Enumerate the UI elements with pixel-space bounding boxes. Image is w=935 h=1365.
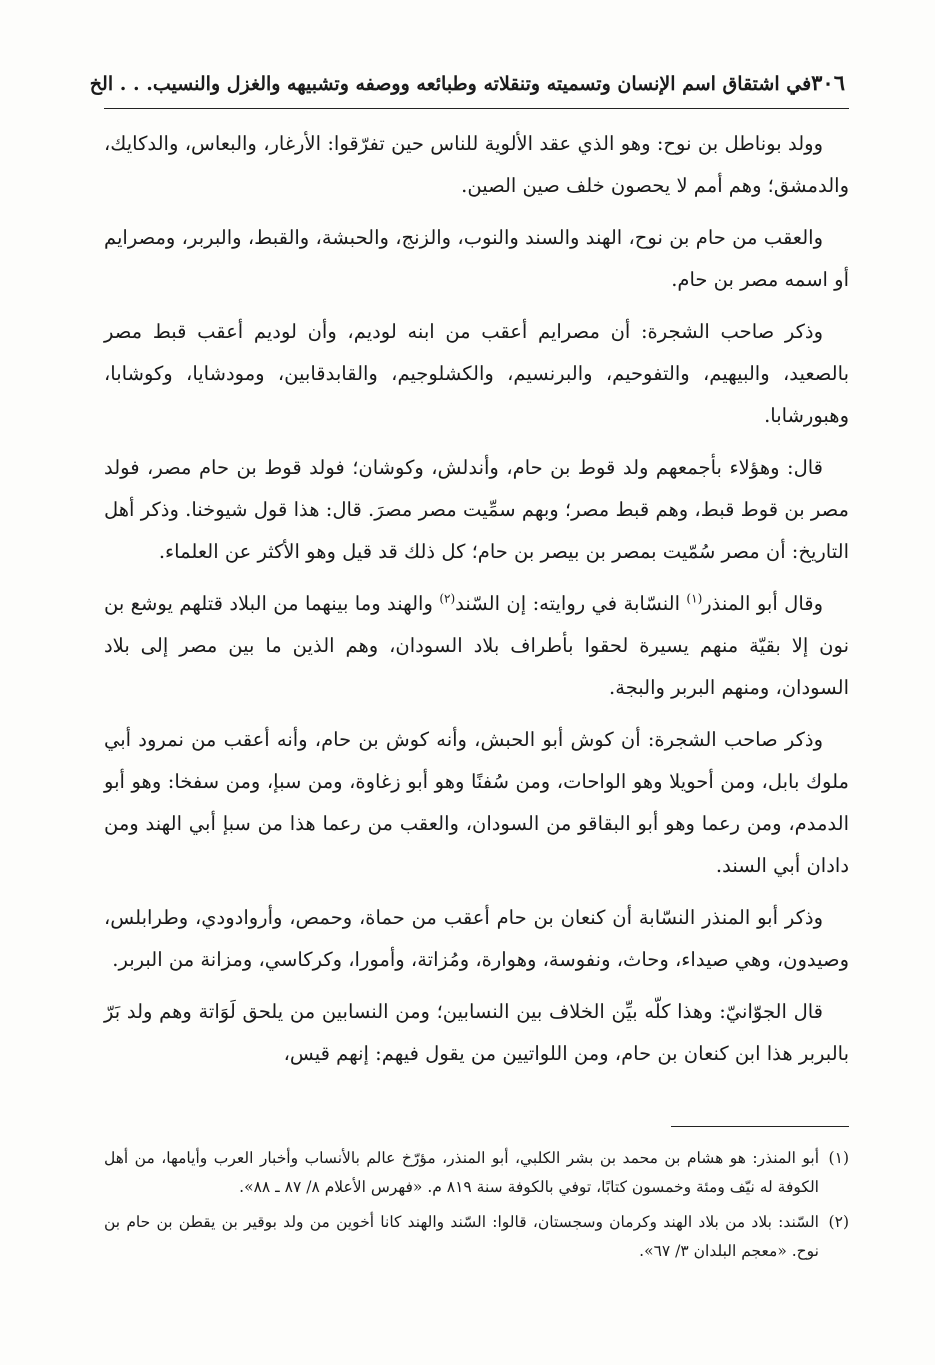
page-number: ٣٠٦ — [811, 70, 845, 95]
paragraph-with-refs — [104, 583, 849, 709]
paragraph-text: والهند وما بينهما من البلاد قتلهم يوشع بن نون إلا بقيّة منهم يسيرة لحقوا بأطراف بلاد السودان، وهم الذين ما بين مصر إلى بلاد السودان، ومنهم البربر والبجة. — [104, 592, 849, 699]
paragraph: وذكر أبو المنذر النسّابة أن كنعان بن حام أعقب من حماة، وحمص، وأروادودي، وطرابلس، وصيدون، وهي صيداء، وحاث، ونفوسة، وهوارة، ومُزاتة، وأمورا، وكركاسي، ومزانة من البربر. — [104, 906, 849, 971]
footnote-text: أبو المنذر: هو هشام بن محمد بن بشر الكلبي، أبو المنذر، مؤرّخ عالم بالأنساب وأخبار العرب وأيامها، من أهل الكوفة له نيّف ومئة وخمسون كتابًا، توفي بالكوفة سنة ٨١٩ م. «فهرس الأعلام ٨/ ٨٧ ـ ٨٨». — [104, 1149, 819, 1196]
page-body — [104, 123, 849, 1075]
footnote-number: (١) — [828, 1149, 849, 1167]
paragraph: قال الجوّانيّ: وهذا كلّه بيِّن الخلاف بين النسابين؛ ومن النسابين من يلحق لَوَاتة وهم ولد بَرّ بالبربر هذا ابن كنعان بن حام، ومن اللواتيين من يقول فيهم: إنهم قيس، — [104, 1000, 849, 1065]
footnote-text: السّند: بلاد من بلاد الهند وكرمان وسجستان، قالوا: السّند والهند كانا أخوين من ولد بوقير بن يقطن بن حام بن نوح. «معجم البلدان ٣/ ٦٧». — [104, 1213, 819, 1260]
footnote-number: (٢) — [828, 1213, 849, 1231]
footnote-divider — [671, 1126, 849, 1127]
footnote-ref: (١) — [686, 591, 703, 606]
paragraph: والعقب من حام بن نوح، الهند والسند والنوب، والزنج، والحبشة، والقبط، والبربر، ومصرايم أو اسمه مصر بن حام. — [104, 226, 849, 291]
paragraph: قال: وهؤلاء بأجمعهم ولد قوط بن حام، وأندلش، وكوشان؛ فولد قوط بن حام مصر، فولد مصر بن قوط قبط، وهم قبط مصر؛ وبهم سمِّيت مصر مصرَ. قال: هذا قول شيوخنا. وذكر أهل التاريخ: أن مصر سُمّيت بمصر بن بيصر بن حام؛ كل ذلك قد قيل وهو الأكثر عن العلماء. — [104, 456, 849, 563]
footnote — [104, 1144, 849, 1202]
paragraph: وذكر صاحب الشجرة: أن كوش أبو الحبش، وأنه كوش بن حام، وأنه أعقب من نمرود أبي ملوك بابل، ومن أحويلا وهو الواحات، ومن سُفنًا وهو أبو زغاوة، ومن سبإ، ومن سفخا: وهو أبو الدمدم، ومن رعما وهو أبو البقاقو من السودان، والعقب من رعما هذا من سبإ أبي الهند ومن دادان أبي السند. — [104, 728, 849, 877]
paragraph: وولد بوناطل بن نوح: وهو الذي عقد الألوية للناس حين تفرّقوا: الأرغار، والبعاس، والدكايك، والدمشق؛ وهم أمم لا يحصون خلف صين الصين. — [104, 132, 849, 197]
footnotes — [104, 1144, 849, 1272]
page-header — [89, 70, 849, 109]
paragraph-text: وقال أبو المنذر — [702, 592, 823, 615]
running-title: في اشتقاق اسم الإنسان وتسميته وتنقلاته وطبائعه ووصفه وتشبيهه والغزل والنسيب. . . الخ — [89, 73, 812, 95]
footnote-ref: (٢) — [439, 591, 456, 606]
paragraph: وذكر صاحب الشجرة: أن مصرايم أعقب من ابنه لوديم، وأن لوديم أعقب قبط مصر بالصعيد، والبيهيم، والتفوحيم، والبرنسيم، والكشلوجيم، والقابدقابين، ومودشايا، وكوشابا، وهبورشابا. — [104, 320, 849, 427]
footnote — [104, 1208, 849, 1266]
paragraph-text: النسّابة في روايته: إن السّند — [455, 592, 687, 615]
book-page — [89, 70, 849, 1260]
